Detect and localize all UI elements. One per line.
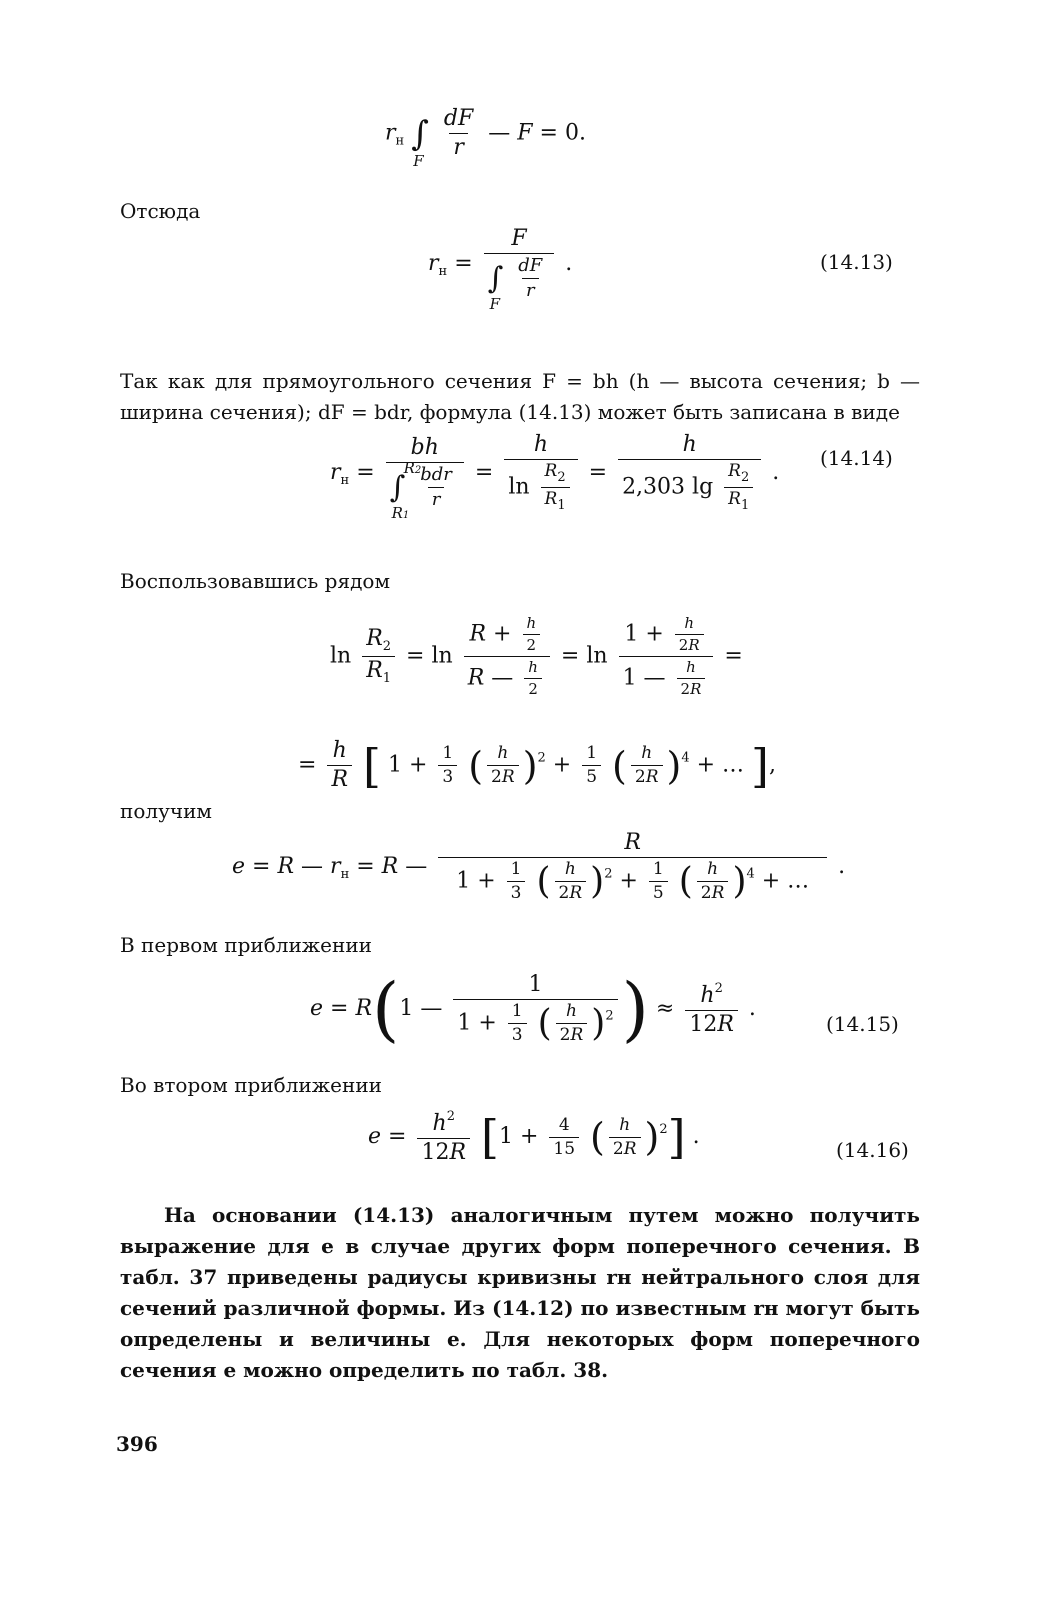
text-we-get: получим [120, 799, 212, 823]
equation-number-14-14: (14.14) [820, 446, 893, 470]
equation-number-14-13: (14.13) [820, 250, 893, 274]
equation-14-14: $r_н$ = bh ∫ R2 R1 $\frac{\text{bdr}}{r}$ = h ln $\frac{R_2}{R_1}$ = h 2,303 lg $\frac{R_2}{R_1}$ . [330, 432, 780, 522]
equation-14-15: e = R(1 — 1 1 + $\frac{1}{3}$ ( $\frac{h}{2R}$ )$^2$ ) ≈ $\frac{h^2}{12R}$ . [310, 968, 756, 1050]
text-using-series: Воспользовавшись рядом [120, 569, 390, 593]
text-second-approx: Во втором приближении [120, 1073, 382, 1097]
paragraph-closing: На основании (14.13) аналогичным путем можно получить выражение для e в случае других форм поперечного сечения. В табл. 37 приведены радиусы кривизны rн нейтрального слоя для сечений различной формы. Из (14.12) по известным rн могут быть определены и величины e. Для некоторых форм поперечного сечения e можно определить по табл. 38. [120, 1203, 920, 1382]
text-first-approx: В первом приближении [120, 933, 373, 957]
equation-14-13: $r_н$ = F ∫ F $\frac{dF}{r}$ . [428, 226, 573, 313]
text-otsyuda: Отсюда [120, 199, 201, 223]
equation-number-14-15: (14.15) [826, 1012, 899, 1036]
equation-e-exact: e = R — $r_н = R$ — R 1 + $\frac{1}{3}$ ( $\frac{h}{2R}$ )$^2$ + $\frac{1}{5}$ ( $\frac{h}{2R}$ )$^4$ + … . [232, 830, 846, 903]
page-number: 396 [116, 1432, 158, 1456]
equation-log-series-line1: ln $\frac{R_2}{R_1}$ = ln R + $\frac{h}{2}$ R — $\frac{h}{2}$ = ln 1 + $\frac{h}{2R}$ 1 — $\frac{h}{2R}$ = [330, 614, 743, 698]
equation-number-14-16: (14.16) [836, 1138, 909, 1162]
equation-14-16: e = $\frac{h^2}{12R}$ [1 + $\frac{4}{15}$ ( $\frac{h}{2R}$ )$^2$] . [368, 1109, 700, 1165]
equation-log-series-line2: = $\frac{h}{R}$ [ 1 + $\frac{1}{3}$ ( $\frac{h}{2R}$ )$^2$ + $\frac{1}{5}$ ( $\frac{h}{2R}$ )$^4$ + … ], [298, 738, 776, 793]
equation-integral-zero: $r_н$ ∫ F $\frac{dF}{r}$ — F = 0. [385, 106, 586, 170]
paragraph-rectangular: Так как для прямоугольного сечения F = bh (h — высота сечения; b — ширина сечения); dF = bdr, формула (14.13) может быть записана в виде [120, 369, 920, 424]
